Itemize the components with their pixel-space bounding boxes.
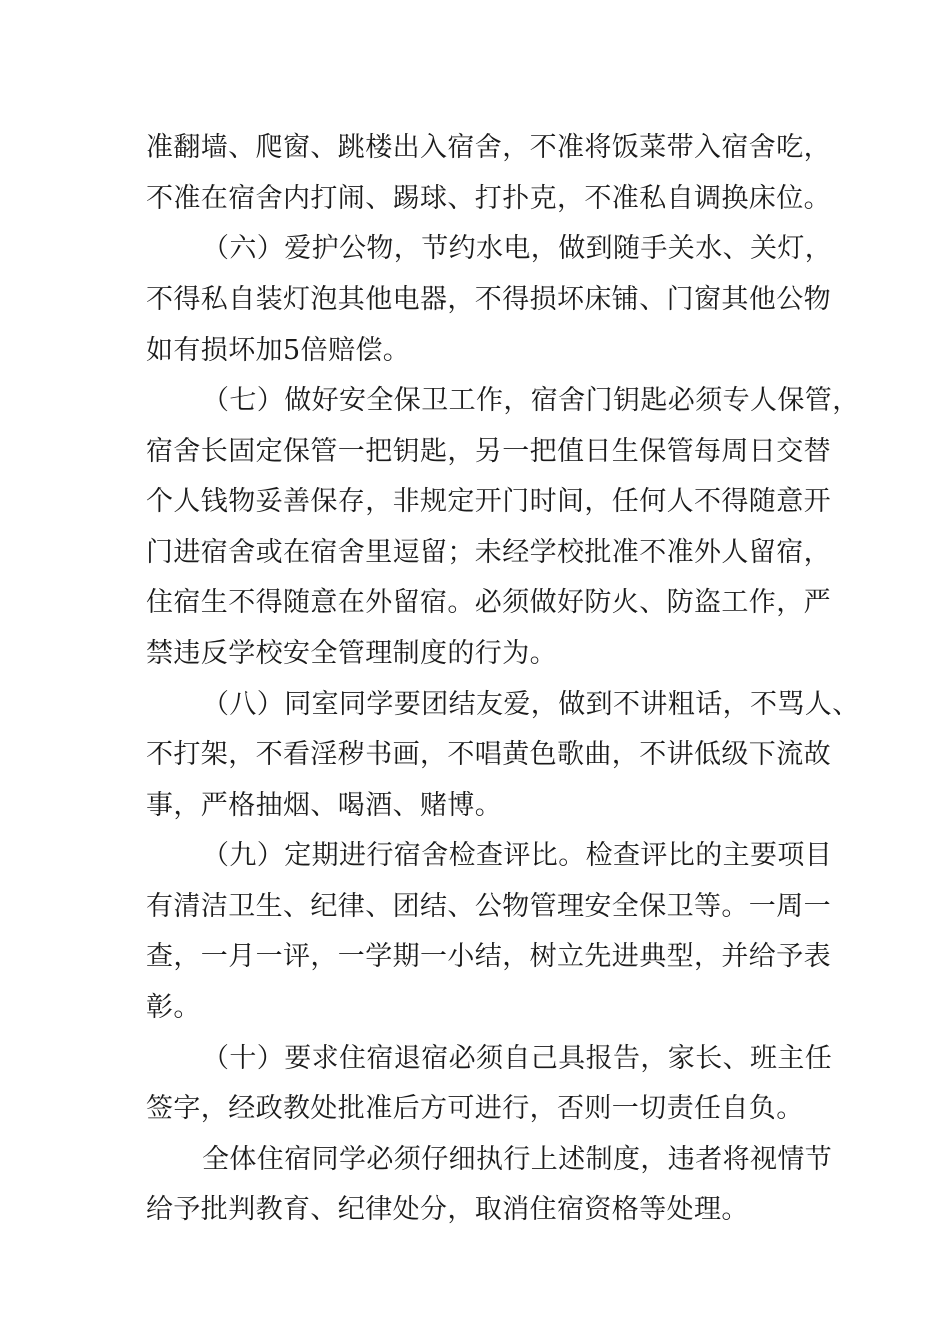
text-line: 住宿生不得随意在外留宿。必须做好防火、防盗工作，严 — [146, 587, 831, 618]
text-line: 彰。 — [146, 992, 201, 1023]
text-line: 个人钱物妥善保存，非规定开门时间，任何人不得随意开 — [146, 486, 831, 517]
paragraph-9-first-line: （九）定期进行宿舍检查评比。检查评比的主要项目 — [202, 840, 833, 871]
text-line: 宿舍长固定保管一把钥匙，另一把值日生保管每周日交替 — [146, 436, 831, 467]
paragraph-8-first-line: （八）同室同学要团结友爱，做到不讲粗话，不骂人、 — [202, 689, 860, 720]
text-line: 事，严格抽烟、喝酒、赌博。 — [146, 790, 503, 821]
closing-paragraph-first-line: 全体住宿同学必须仔细执行上述制度，违者将视情节 — [202, 1144, 833, 1175]
text-line: 不打架，不看淫秽书画，不唱黄色歌曲，不讲低级下流故 — [146, 739, 831, 770]
paragraph-6-first-line: （六）爱护公物，节约水电，做到随手关水、关灯， — [202, 233, 833, 264]
text-line: 准翻墙、爬窗、跳楼出入宿舍，不准将饭菜带入宿舍吃， — [146, 132, 831, 163]
text-line: 不得私自装灯泡其他电器，不得损坏床铺、门窗其他公物 — [146, 284, 831, 315]
text-line: 给予批判教育、纪律处分，取消住宿资格等处理。 — [146, 1194, 749, 1225]
paragraph-7-first-line: （七）做好安全保卫工作，宿舍门钥匙必须专人保管， — [202, 385, 860, 416]
text-line: 有清洁卫生、纪律、团结、公物管理安全保卫等。一周一 — [146, 891, 831, 922]
paragraph-10-first-line: （十）要求住宿退宿必须自己具报告，家长、班主任 — [202, 1043, 833, 1074]
text-line: 禁违反学校安全管理制度的行为。 — [146, 638, 557, 669]
text-line: 不准在宿舍内打闹、踢球、打扑克，不准私自调换床位。 — [146, 183, 831, 214]
text-line: 签字，经政教处批准后方可进行，否则一切责任自负。 — [146, 1093, 804, 1124]
text-line: 如有损坏加5倍赔偿。 — [146, 335, 411, 366]
text-line: 查，一月一评，一学期一小结，树立先进典型，并给予表 — [146, 941, 831, 972]
text-line: 门进宿舍或在宿舍里逗留；未经学校批准不准外人留宿， — [146, 537, 831, 568]
